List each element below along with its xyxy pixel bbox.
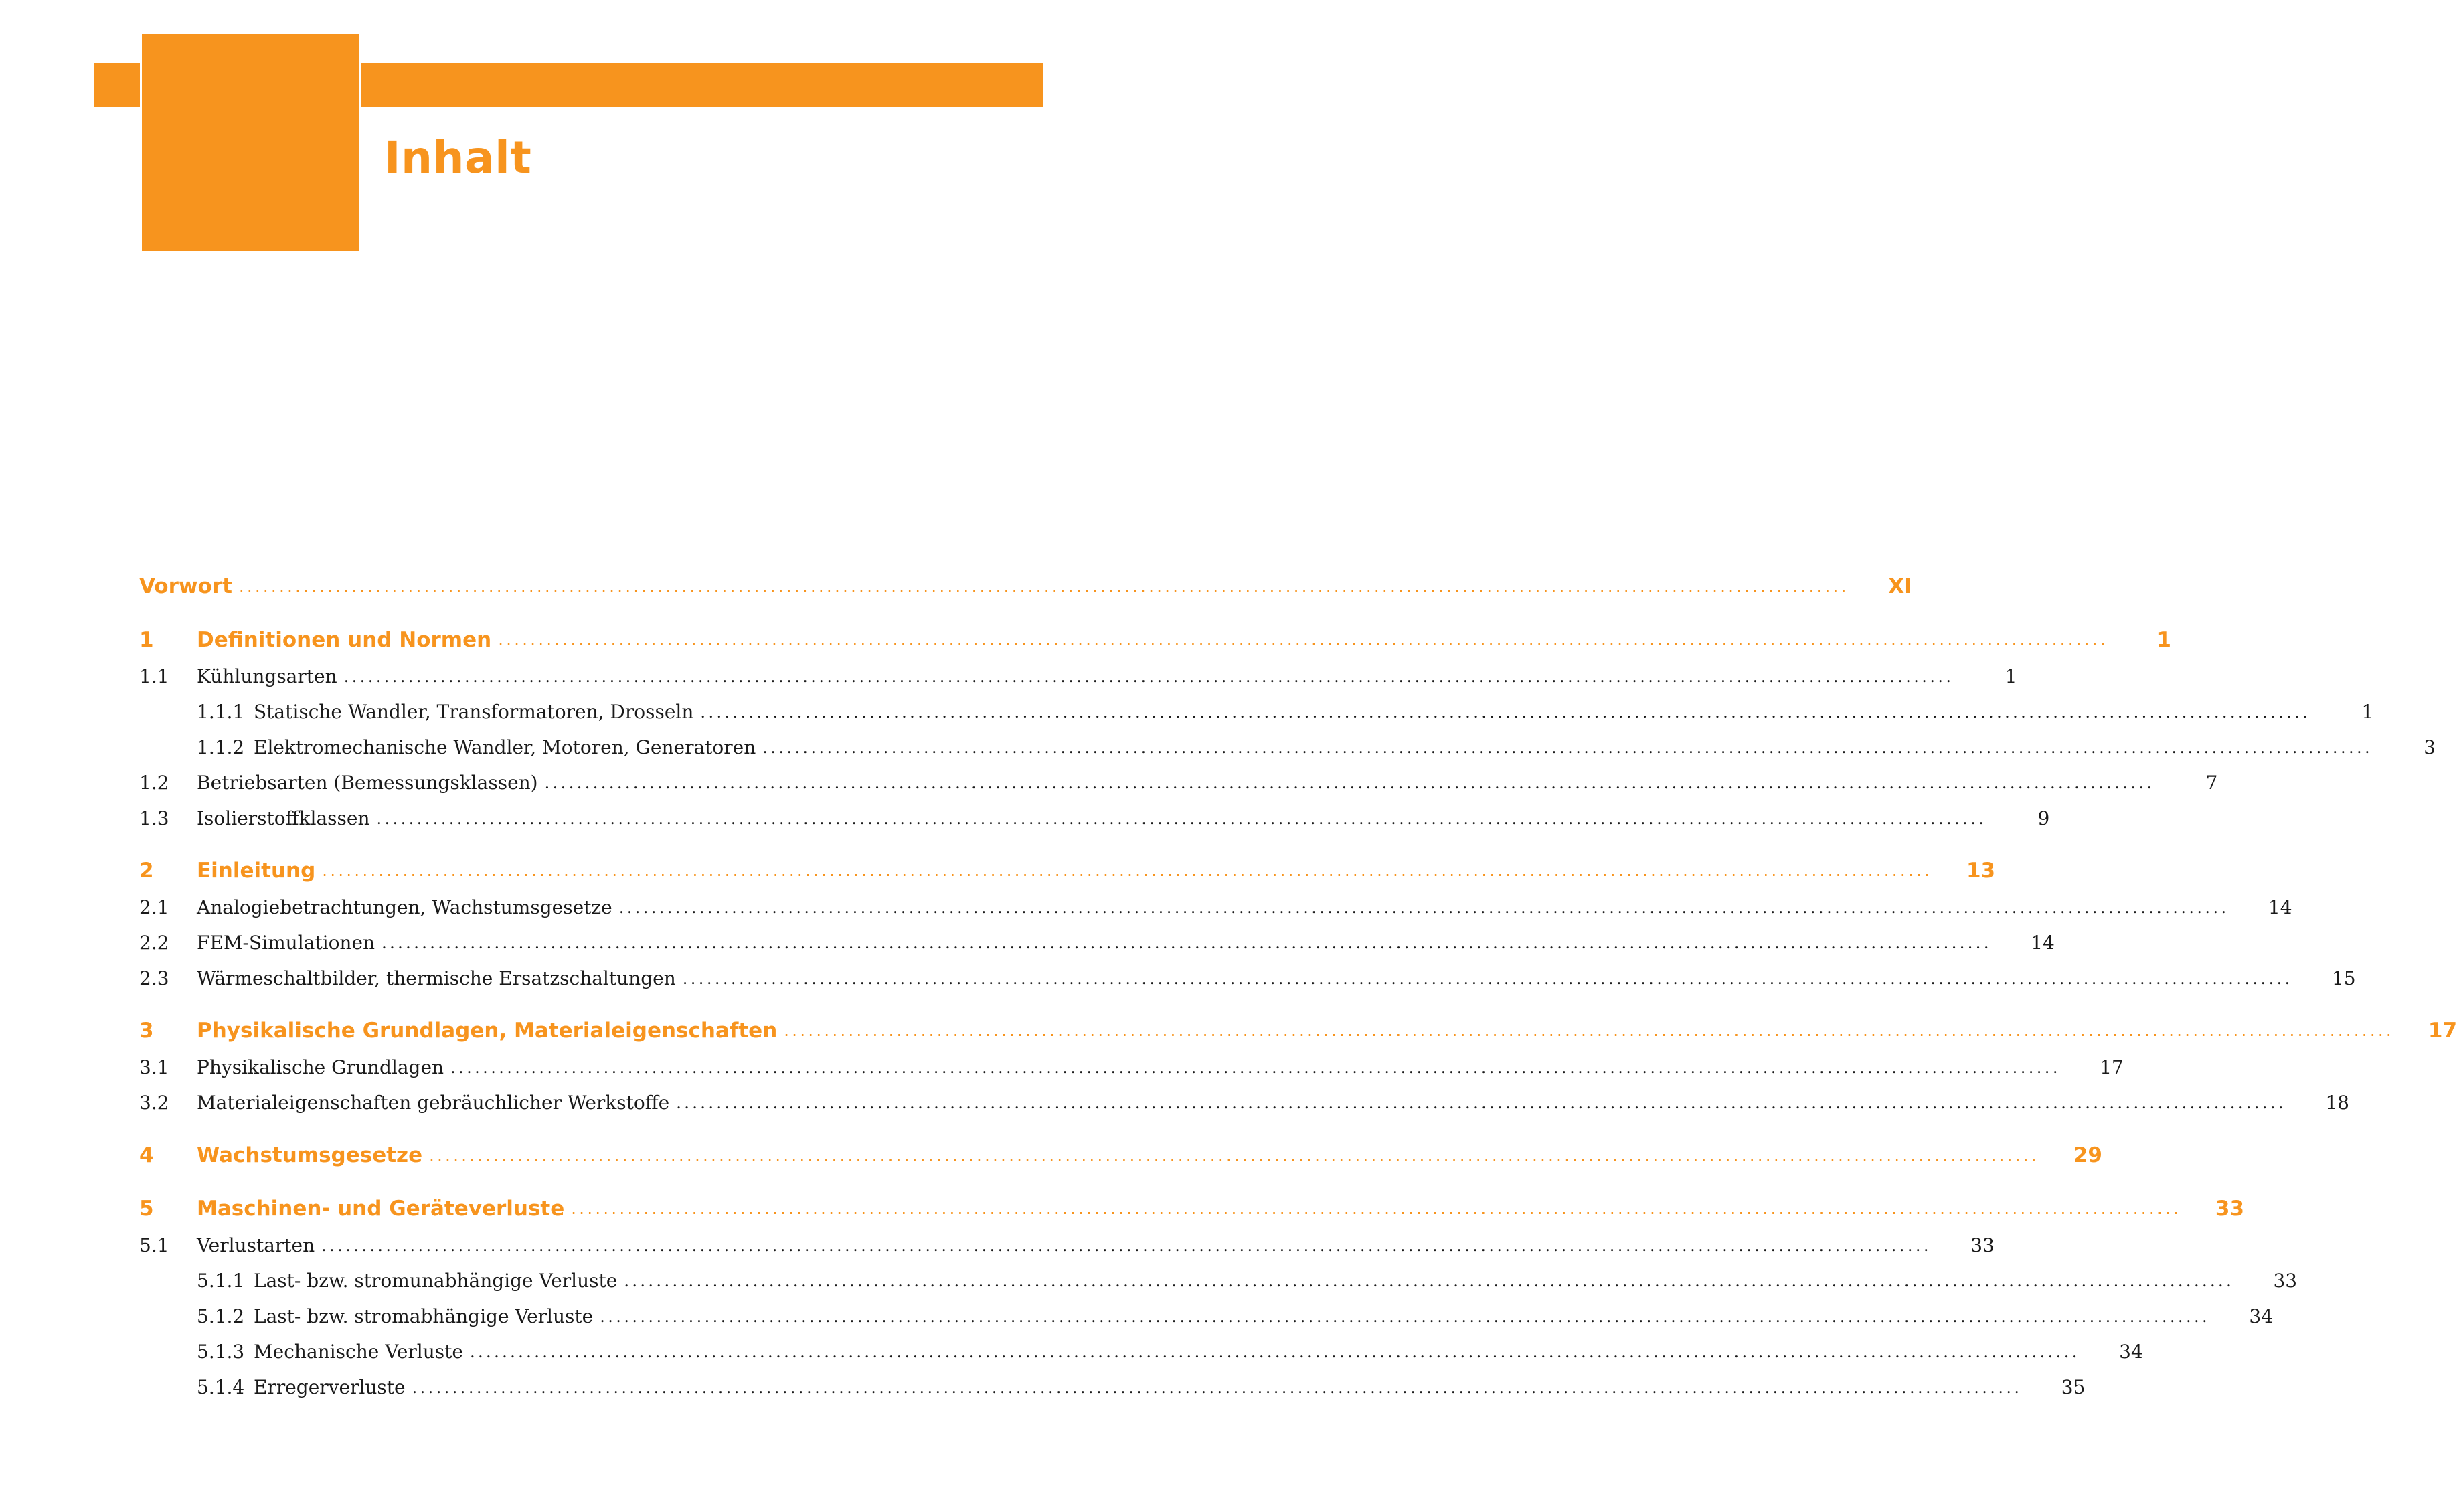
toc-entry-page: 1 xyxy=(2005,665,2017,687)
toc-leader-dots: ........................................................................................................................................................................................................ xyxy=(450,1058,2061,1077)
header-bar-left xyxy=(94,63,140,107)
toc-entry-title: Elektromechanische Wandler, Motoren, Generatoren xyxy=(254,736,756,758)
toc-entry-chapter[interactable] xyxy=(139,568,1912,605)
toc-leader-dots: ........................................................................................................................................................................................................ xyxy=(469,1342,2080,1361)
toc-entry-section[interactable] xyxy=(139,1049,2124,1085)
toc-entry-title: Last- bzw. stromunabhängige Verluste xyxy=(254,1270,618,1292)
toc-entry-title: FEM-Simulationen xyxy=(197,932,375,954)
toc-entry-title: Physikalische Grundlagen xyxy=(197,1056,444,1078)
toc-gap xyxy=(139,1120,930,1137)
toc-entry-title: Erregerverluste xyxy=(254,1376,406,1398)
toc-entry-title: Verlustarten xyxy=(197,1234,315,1256)
toc-entry-section[interactable] xyxy=(139,1228,1995,1263)
toc-entry-title: Maschinen- und Geräteverluste xyxy=(197,1197,565,1221)
toc-entry-number: 1.1 xyxy=(139,665,169,687)
toc-entry-subsection[interactable] xyxy=(139,1263,2298,1298)
toc-entry-title: Last- bzw. stromabhängige Verluste xyxy=(254,1305,594,1327)
toc-entry-number: 1.1.2 xyxy=(197,736,245,758)
toc-leader-dots: ........................................................................................................................................................................................................ xyxy=(700,702,2311,722)
toc-entry-number: 1.1.1 xyxy=(197,701,245,723)
toc-entry-section[interactable] xyxy=(139,1085,2349,1120)
toc-leader-dots: ........................................................................................................................................................................................................ xyxy=(498,631,2108,649)
toc-gap xyxy=(139,836,930,852)
toc-entry-page: 7 xyxy=(2205,772,2218,794)
toc-leader-dots: ........................................................................................................................................................................................................ xyxy=(676,1093,2286,1112)
toc-entry-title: Wachstumsgesetze xyxy=(197,1143,423,1167)
toc-leader-dots: ........................................................................................................................................................................................................ xyxy=(376,809,1987,828)
toc-entry-page: 1 xyxy=(2361,701,2374,723)
toc-leader-dots: ........................................................................................................................................................................................................ xyxy=(343,667,1954,686)
toc-entry-page: 35 xyxy=(2061,1376,2086,1398)
toc-entry-subsection[interactable] xyxy=(139,1369,2086,1405)
toc-entry-title: Isolierstoffklassen xyxy=(197,807,370,829)
toc-leader-dots: ........................................................................................................................................................................................................ xyxy=(321,1236,1932,1255)
toc-entry-page: 34 xyxy=(2249,1305,2274,1327)
toc-entry-chapter[interactable] xyxy=(139,1012,2457,1049)
toc-entry-number: 4 xyxy=(139,1143,154,1167)
toc-leader-dots: ........................................................................................................................................................................................................ xyxy=(429,1146,2039,1165)
toc-entry-number: 5.1.2 xyxy=(197,1305,245,1327)
toc-entry-subsection[interactable] xyxy=(139,730,2436,765)
toc-entry-chapter[interactable] xyxy=(139,1137,2102,1174)
toc-leader-dots: ........................................................................................................................................................................................................ xyxy=(624,1271,2235,1290)
toc-entry-number: 3 xyxy=(139,1019,154,1043)
toc-entry-title: Wärmeschaltbilder, thermische Ersatzschaltungen xyxy=(197,967,676,989)
toc-leader-dots: ........................................................................................................................................................................................................ xyxy=(382,933,1992,952)
toc-entry-page: 17 xyxy=(2100,1056,2124,1078)
toc-entry-title: Vorwort xyxy=(139,574,232,598)
toc-entry-page: 3 xyxy=(2424,736,2436,758)
toc-entry-title: Analogiebetrachtungen, Wachstumsgesetze xyxy=(197,896,612,918)
toc-entry-title: Definitionen und Normen xyxy=(197,628,492,652)
toc-entry-number: 3.1 xyxy=(139,1056,169,1078)
toc-entry-page: 34 xyxy=(2119,1341,2143,1363)
toc-leader-dots: ........................................................................................................................................................................................................ xyxy=(238,577,1849,596)
toc-entry-page: 17 xyxy=(2428,1019,2457,1043)
toc-leader-dots: ........................................................................................................................................................................................................ xyxy=(762,738,2373,757)
toc-entry-title: Statische Wandler, Transformatoren, Drosseln xyxy=(254,701,694,723)
toc-entry-page: 33 xyxy=(2215,1197,2245,1221)
toc-gap xyxy=(139,996,930,1012)
toc-leader-dots: ........................................................................................................................................................................................................ xyxy=(618,898,2229,917)
toc-leader-dots: ........................................................................................................................................................................................................ xyxy=(571,1199,2182,1218)
toc-entry-page: 15 xyxy=(2331,967,2356,989)
toc-leader-dots: ........................................................................................................................................................................................................ xyxy=(682,969,2293,988)
toc-entry-page: 33 xyxy=(1970,1234,1995,1256)
toc-leader-dots: ........................................................................................................................................................................................................ xyxy=(544,773,2155,792)
toc-entry-number: 2 xyxy=(139,859,154,883)
toc-leader-dots: ........................................................................................................................................................................................................ xyxy=(784,1021,2395,1040)
toc-entry-number: 5 xyxy=(139,1197,154,1221)
toc-entry-section[interactable] xyxy=(139,925,2055,960)
toc-entry-number: 2.3 xyxy=(139,967,169,989)
header-bar-right xyxy=(361,63,1043,107)
toc-entry-page: XI xyxy=(1888,574,1912,598)
toc-entry-number: 5.1.4 xyxy=(197,1376,245,1398)
page-title: Inhalt xyxy=(384,132,532,183)
table-of-contents xyxy=(139,568,2457,1405)
toc-entry-section[interactable] xyxy=(139,765,2218,801)
toc-entry-number: 1.2 xyxy=(139,772,169,794)
toc-entry-title: Einleitung xyxy=(197,859,316,883)
toc-entry-number: 5.1 xyxy=(139,1234,169,1256)
toc-entry-page: 33 xyxy=(2273,1270,2298,1292)
toc-entry-page: 29 xyxy=(2073,1143,2102,1167)
toc-entry-number: 2.1 xyxy=(139,896,169,918)
toc-entry-page: 13 xyxy=(1966,859,1996,883)
toc-entry-chapter[interactable] xyxy=(139,1190,2245,1228)
toc-entry-number: 3.2 xyxy=(139,1092,169,1114)
toc-leader-dots: ........................................................................................................................................................................................................ xyxy=(412,1377,2023,1397)
toc-entry-number: 1 xyxy=(139,628,154,652)
toc-leader-dots: ........................................................................................................................................................................................................ xyxy=(322,861,1933,880)
toc-leader-dots: ........................................................................................................................................................................................................ xyxy=(600,1307,2211,1326)
toc-entry-section[interactable] xyxy=(139,960,2356,996)
toc-gap xyxy=(139,605,930,621)
toc-entry-section[interactable] xyxy=(139,801,2050,836)
toc-entry-title: Physikalische Grundlagen, Materialeigenschaften xyxy=(197,1019,778,1043)
toc-entry-page: 9 xyxy=(2037,807,2050,829)
toc-entry-page: 14 xyxy=(2031,932,2055,954)
header-square xyxy=(142,34,359,251)
toc-entry-title: Materialeigenschaften gebräuchlicher Werkstoffe xyxy=(197,1092,670,1114)
toc-entry-page: 18 xyxy=(2325,1092,2349,1114)
toc-entry-chapter[interactable] xyxy=(139,621,2171,659)
toc-entry-title: Betriebsarten (Bemessungsklassen) xyxy=(197,772,538,794)
toc-entry-section[interactable] xyxy=(139,659,2017,694)
toc-entry-title: Mechanische Verluste xyxy=(254,1341,463,1363)
toc-entry-number: 1.3 xyxy=(139,807,169,829)
toc-entry-subsection[interactable] xyxy=(139,1334,2143,1369)
toc-entry-chapter[interactable] xyxy=(139,852,1996,890)
toc-entry-number: 5.1.1 xyxy=(197,1270,245,1292)
toc-entry-title: Kühlungsarten xyxy=(197,665,337,687)
toc-entry-page: 14 xyxy=(2268,896,2292,918)
toc-entry-page: 1 xyxy=(2156,628,2171,652)
toc-entry-subsection[interactable] xyxy=(139,694,2374,730)
toc-gap xyxy=(139,1174,930,1190)
toc-entry-number: 5.1.3 xyxy=(197,1341,245,1363)
toc-entry-section[interactable] xyxy=(139,890,2292,925)
toc-entry-subsection[interactable] xyxy=(139,1298,2274,1334)
toc-entry-number: 2.2 xyxy=(139,932,169,954)
